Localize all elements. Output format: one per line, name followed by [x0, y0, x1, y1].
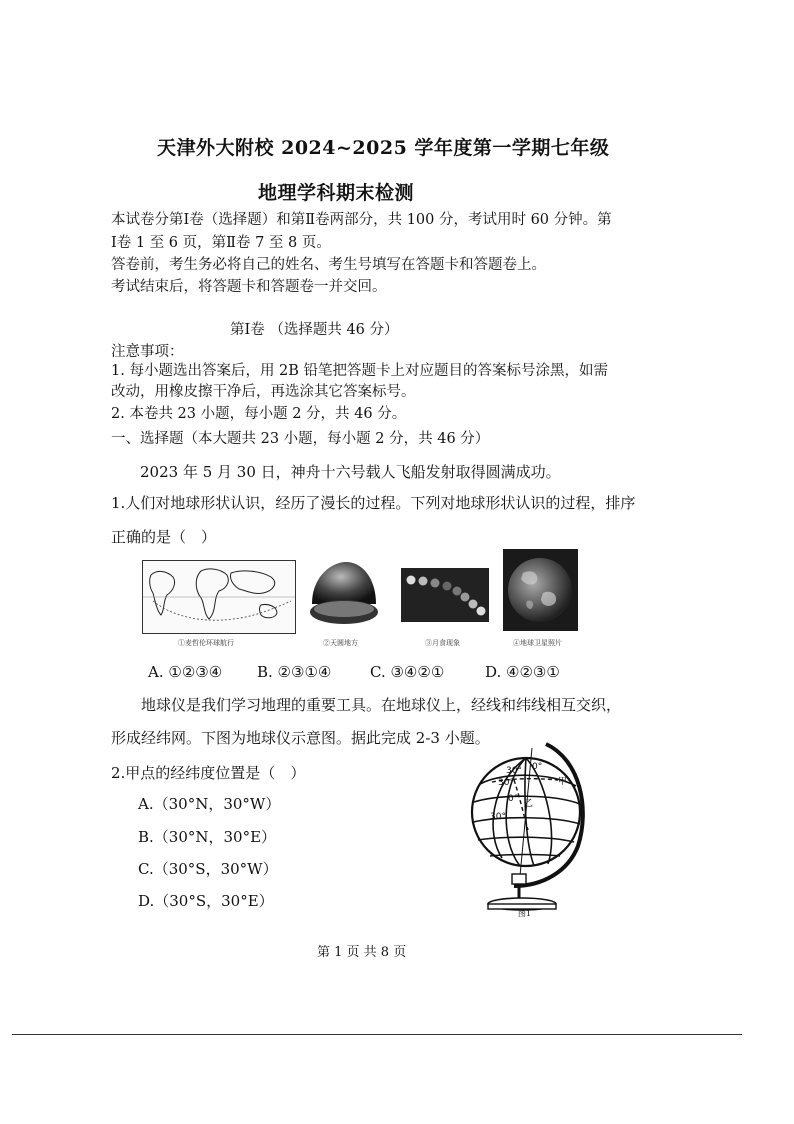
globe-label-0-b: 0° — [508, 794, 519, 804]
intro-line-1: 本试卷分第Ⅰ卷（选择题）和第Ⅱ卷两部分，共 100 分，考试用时 60 分钟。第 — [111, 212, 612, 228]
q2-option-a: A.（30°N，30°W） — [138, 795, 281, 813]
earth-photo-image — [503, 549, 578, 631]
context-text-1: 2023 年 5 月 30 日，神舟十六号载人飞船发射取得圆满成功。 — [140, 463, 561, 481]
q1-option-b: B. ②③①④ — [257, 663, 332, 681]
context-text-2-line-2: 形成经纬网。下图为地球仪示意图。据此完成 2-3 小题。 — [111, 729, 490, 747]
q1-option-c: C. ③④②① — [370, 663, 445, 681]
globe-figure — [462, 738, 602, 920]
globe-label-30-c: 30° — [490, 812, 506, 822]
q1-image-caption-1: ①麦哲伦环球航行 — [178, 639, 234, 647]
figure-caption: 图1 — [518, 909, 532, 918]
intro-line-4: 考试结束后，将答题卡和答题卷一并交回。 — [111, 279, 387, 295]
globe-label-jia: 甲 — [558, 777, 568, 787]
globe-label-yi: 乙 — [524, 799, 534, 809]
q1-image-caption-2: ②天圆地方 — [323, 639, 358, 647]
note-1-line-2: 改动，用橡皮擦干净后，再选涂其它答案标号。 — [111, 384, 416, 400]
lunar-eclipse-image — [401, 568, 489, 622]
part-heading: 一、选择题（本大题共 23 小题，每小题 2 分，共 46 分） — [111, 431, 490, 447]
q1-image-caption-3: ③月食现象 — [425, 639, 460, 647]
globe-label-30-b: 30° — [498, 778, 514, 788]
q1-option-a: A. ①②③④ — [148, 663, 223, 681]
note-1-line-1: 1. 每小题选出答案后，用 2B 铅笔把答题卡上对应题目的答案标号涂黑，如需 — [111, 363, 609, 379]
q2-stem: 2.甲点的经纬度位置是（ ） — [111, 764, 306, 782]
q2-option-b: B.（30°N，30°E） — [138, 828, 277, 846]
globe-label-30-a: 30° — [506, 766, 522, 776]
intro-line-2: Ⅰ卷 1 至 6 页，第Ⅱ卷 7 至 8 页。 — [111, 235, 331, 251]
page-divider — [12, 1034, 742, 1035]
page-number: 第 1 页 共 8 页 — [317, 945, 407, 960]
globe-label-0-a: 0° — [532, 762, 543, 772]
world-map-image — [142, 560, 296, 634]
q2-option-c: C.（30°S，30°W） — [138, 860, 278, 878]
page-subtitle: 地理学科期末检测 — [258, 182, 415, 204]
q2-option-d: D.（30°S，30°E） — [138, 892, 274, 910]
page-title: 天津外大附校 2024~2025 学年度第一学期七年级 — [157, 137, 610, 159]
dome-earth-image — [306, 558, 380, 634]
section-heading: 第Ⅰ卷 （选择题共 46 分） — [230, 322, 399, 338]
intro-line-3: 答卷前，考生务必将自己的姓名、考生号填写在答题卡和答题卷上。 — [111, 257, 546, 273]
q1-stem-line-1: 1.人们对地球形状认识，经历了漫长的过程。下列对地球形状认识的过程，排序 — [111, 494, 636, 512]
notes-label: 注意事项： — [111, 344, 184, 360]
note-2: 2. 本卷共 23 小题，每小题 2 分，共 46 分。 — [111, 406, 407, 422]
context-text-2-line-1: 地球仪是我们学习地理的重要工具。在地球仪上，经线和纬线相互交织， — [141, 696, 622, 714]
q1-option-d: D. ④②③① — [485, 663, 560, 681]
q1-image-caption-4: ④地球卫星照片 — [513, 639, 562, 647]
q1-stem-line-2: 正确的是（ ） — [111, 528, 217, 546]
